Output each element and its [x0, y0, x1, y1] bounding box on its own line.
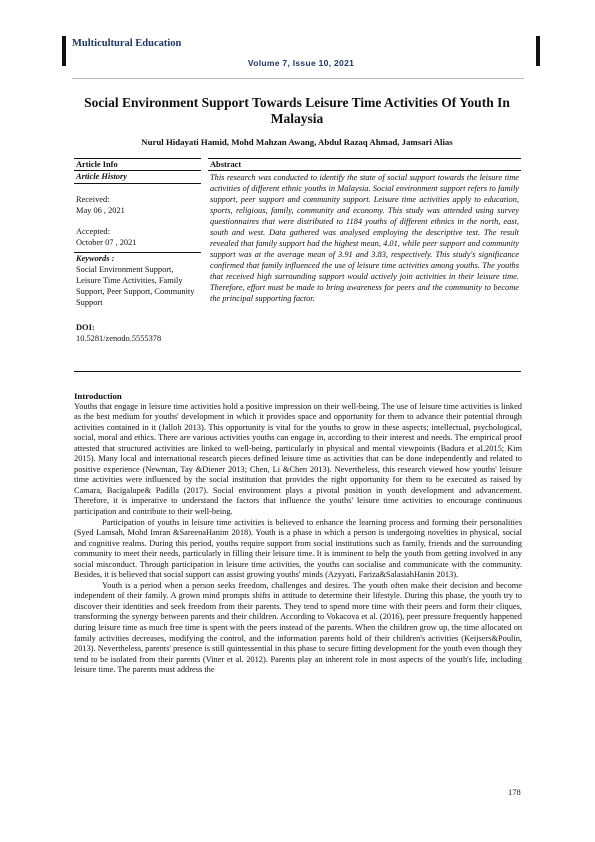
doi-block: [74, 322, 201, 344]
intro-paragraph-3: Youth is a period when a person seeks freedom, challenges and desires. The youth often make their decision and become independent of their family. A grown mind prompts shifts in attitude to determine their lifestyle. During this phase, the youth try to discover their identities and seek freedom from their parents. They tend to spend more time with their peers and form their cliques, transforming the synergy between parents and their children. According to Vokacova et al. (2016), peer pressure frequently happened during leisure time as much free time is spent with the peers instead of the parents. When the children grow up, the time allocated on family activities decreases, modifying the control, and the information parents hold of their children's activities (Keijsers&Poulin, 2013). Nevertheless, parents' presence is still quintessential in this phase to secure fitting development for the youth even though they tend to be isolated from their parents (Viner et al. 2012). Parents play an inherent role in most aspects of the youth's life, including leisure time. The parents must address the: [74, 580, 522, 675]
keywords-block: [74, 252, 201, 308]
journal-header: [62, 36, 540, 66]
header-rule: [72, 78, 524, 79]
volume-issue: Volume 7, Issue 10, 2021: [247, 58, 355, 68]
article-info-heading: Article Info: [74, 158, 201, 171]
keywords-list: Social Environment Support, Leisure Time Activities, Family Support, Peer Support, Community Support: [76, 265, 195, 307]
info-bottom-rule: [74, 371, 521, 372]
journal-name: Multicultural Education: [72, 38, 182, 49]
doi-heading: DOI:: [76, 323, 95, 332]
article-history-heading: Article History: [74, 171, 201, 184]
accepted-date: October 07 , 2021: [76, 238, 137, 247]
intro-paragraph-1: Youths that engage in leisure time activities hold a positive impression on their well-being. The use of leisure time activities is linked as the best medium for youths' development in which it provides space and opportunity for them to advance their potential through activities contained in it (Jalloh 2013). This opportunity is vital for the youths to grow in these aspects; intellectual, psychological, social, moral and ethics. There are various activities youths can engage in, according to their interest and needs. The empirical proof attested that structured activities are linked to well-being, particularly in physical and mental viewpoints (Badura et al.2015; Kim 2015). Many local and international research pieces defined leisure time as activities that can be done independently and related to positive experience (Newman, Tay &Diener 2013; Chen, Li &Chen 2013). Nevertheless, this research viewed how youths' leisure time activities were influenced by the social institution that provides the right opportunity for them to be executed as raised by Camara, Bacigalupe& Padilla (2017). Social environment plays a pivotal position in youth development and advancement. Therefore, it is imperative to understand the factors that influence the youths' leisure time activities to encourage continuous participation and contribute to their well-being.: [74, 401, 522, 517]
author-list: Nurul Hidayati Hamid, Mohd Mahzan Awang, Abdul Razaq Ahmad, Jamsari Alias: [141, 137, 453, 147]
received-label: Received:: [76, 195, 110, 204]
introduction-heading: Introduction: [74, 391, 122, 401]
keywords-heading: Keywords :: [76, 254, 115, 263]
intro-paragraph-2: Participation of youths in leisure time activities is believed to enhance the learning process and forming their personalities (Syed Lamsah, Mohd Imran &SareenaHanim 2018). Youth is a phase in which a person is undergoing novelties in physical, social and cognitive realms. During this period, youths require support from social institutions such as family, friends and the surrounding community to meet their needs, particularly in filling their leisure time. It is imminent to help the youth from getting involved in any social misconduct. Through participation in leisure time activities, the youths can socialise and communicate with the community. Besides, it is believed that social support can assist growing youths' minds (Azyyati, Fariza&SalasiahHanin 2013).: [74, 517, 522, 580]
abstract-heading: Abstract: [208, 158, 521, 171]
doi-link[interactable]: 10.5281/zenodo.5555378: [76, 334, 162, 343]
abstract-column: [208, 158, 521, 304]
paper-title: Social Environment Support Towards Leisure Time Activities Of Youth In Malaysia: [84, 95, 510, 126]
abstract-text: This research was conducted to identify the state of social support towards the leisure time activities of different ethnic youths in Malaysia. Social environment support refers to family support, peer support and community support. Leisure time activities apply to education, sports, religious, family, community and economy. This study was attended using survey questionnaires that were distributed to 1184 youths of different ethnics in the north, east, south and west. Data gathered was analysed employing the descriptive test. The result revealed that family support had the highest mean, 4.01, while peer support and community support was at the average mean of 3.91 and 3.83, respectively. This study's significance confirmed that family influenced the use of leisure time activities among youths. The youths that received high surrounding support would actively join activities in their leisure time. Therefore, effort must be made to bring awareness for peers and the community to become the principal supporting factor.: [210, 173, 519, 303]
received-date: May 06 , 2021: [76, 206, 125, 215]
article-info-column: [74, 158, 201, 344]
page-number: 178: [508, 787, 521, 797]
introduction-section: [74, 391, 522, 676]
accepted-label: Accepted:: [76, 227, 110, 236]
